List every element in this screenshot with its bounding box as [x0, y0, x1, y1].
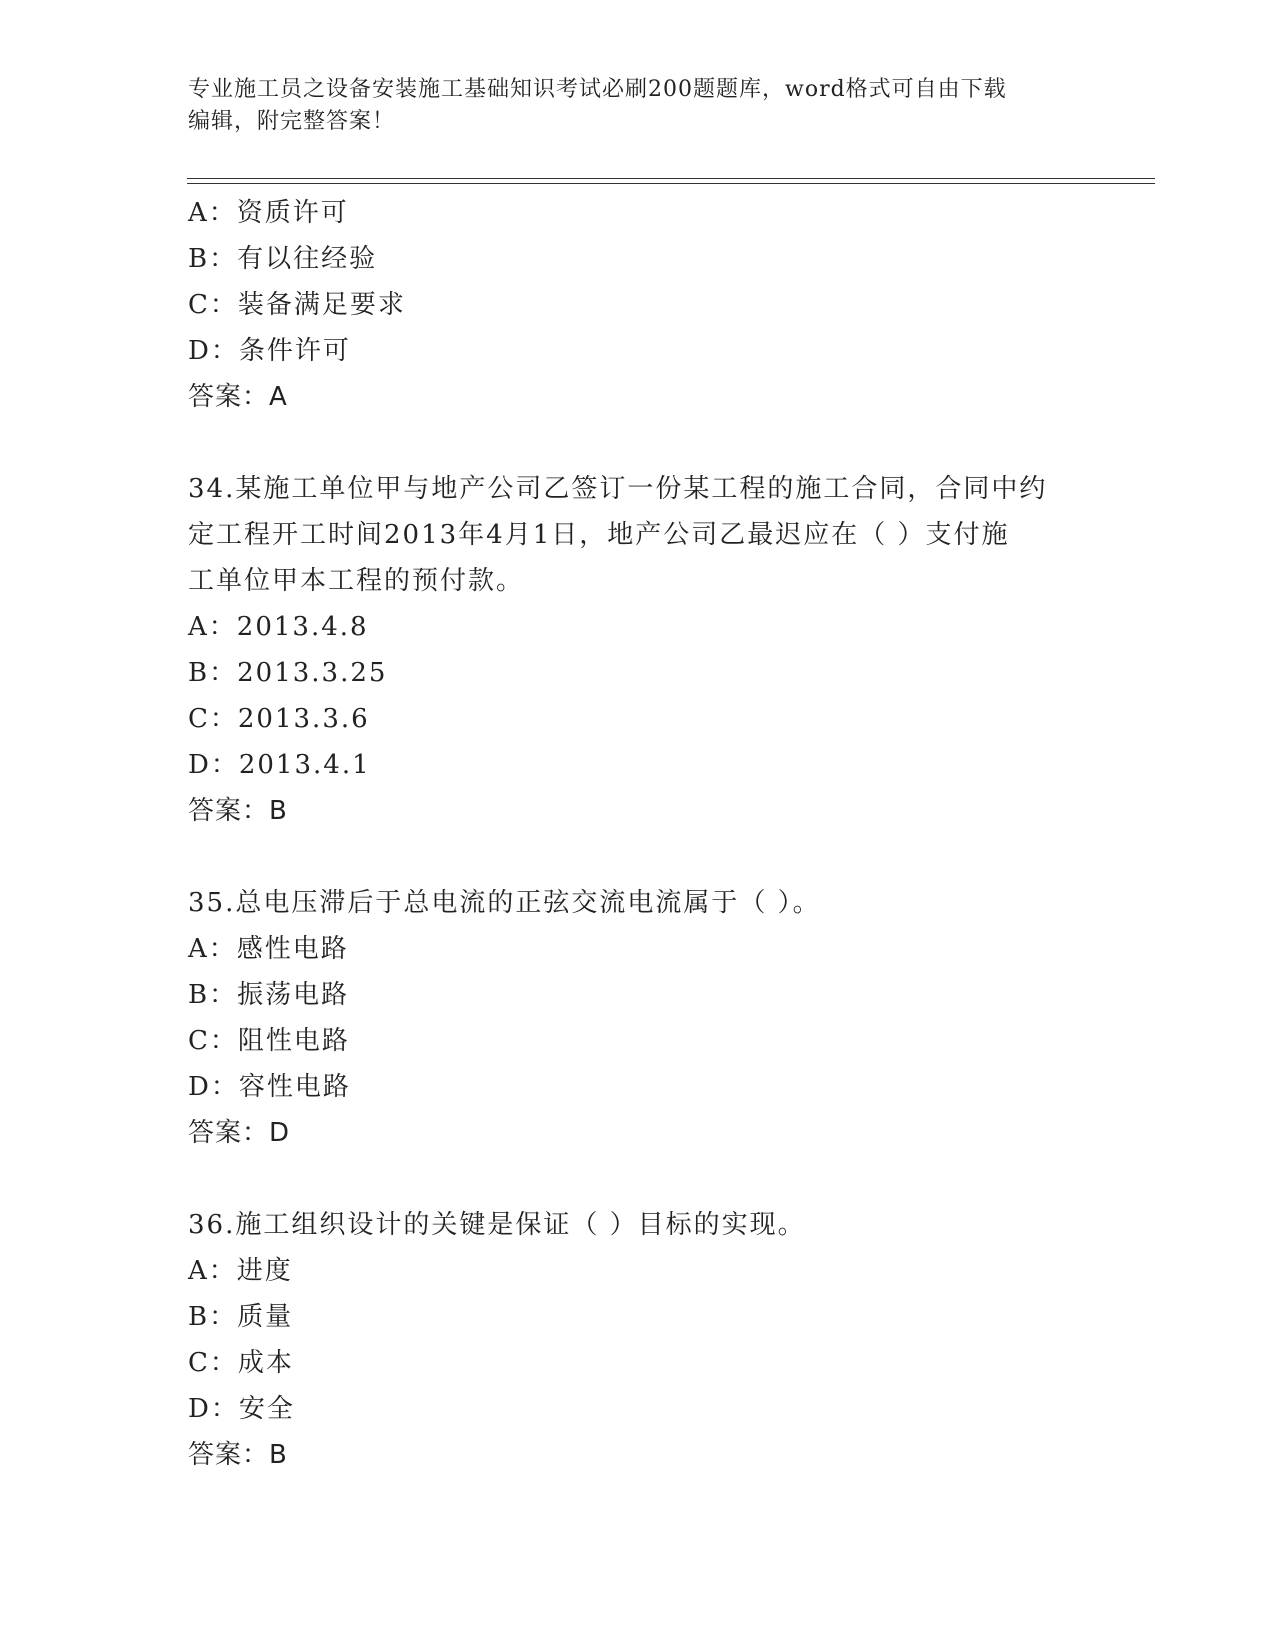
question-block-34 — [188, 466, 1088, 834]
option-c: C：2013.3.6 — [188, 704, 370, 734]
question-text-line: 定工程开工时间2013年4月1日，地产公司乙最迟应在（ ）支付施 — [188, 520, 1010, 550]
answer: 答案：D — [188, 1118, 291, 1148]
option-b: B：振荡电路 — [188, 980, 350, 1010]
question-block-33 — [188, 190, 1088, 420]
option-b: B：质量 — [188, 1302, 294, 1332]
question-text-line: 36.施工组织设计的关键是保证（ ）目标的实现。 — [188, 1210, 806, 1240]
option-b: B：有以往经验 — [188, 244, 378, 274]
option-c: C：装备满足要求 — [188, 290, 406, 320]
document-header — [188, 74, 1068, 138]
option-a: A：2013.4.8 — [188, 612, 369, 642]
option-a: A：资质许可 — [188, 198, 349, 228]
question-list — [188, 190, 1088, 1478]
option-a: A：感性电路 — [188, 934, 349, 964]
option-d: D：安全 — [188, 1394, 295, 1424]
question-block-36 — [188, 1202, 1088, 1478]
option-d: D：容性电路 — [188, 1072, 351, 1102]
question-block-35 — [188, 880, 1088, 1156]
spacer — [188, 834, 1088, 880]
option-c: C：阻性电路 — [188, 1026, 350, 1056]
answer: 答案：A — [188, 382, 288, 412]
header-line-2: 编辑，附完整答案！ — [188, 109, 396, 134]
header-line-1: 专业施工员之设备安装施工基础知识考试必刷200题题库，word格式可自由下载 — [188, 77, 1007, 102]
spacer — [188, 420, 1088, 466]
header-divider-top — [187, 178, 1155, 179]
option-a: A：进度 — [188, 1256, 293, 1286]
answer: 答案：B — [188, 1440, 288, 1470]
question-text-line: 35.总电压滞后于总电流的正弦交流电流属于（ ）。 — [188, 888, 821, 918]
option-d: D：2013.4.1 — [188, 750, 371, 780]
question-text-line: 工单位甲本工程的预付款。 — [188, 566, 525, 596]
spacer — [188, 1156, 1088, 1202]
answer: 答案：B — [188, 796, 288, 826]
option-c: C：成本 — [188, 1348, 294, 1378]
header-divider-bottom — [187, 183, 1155, 184]
option-d: D：条件许可 — [188, 336, 351, 366]
question-text-line: 34.某施工单位甲与地产公司乙签订一份某工程的施工合同，合同中约 — [188, 474, 1048, 504]
option-b: B：2013.3.25 — [188, 658, 388, 688]
